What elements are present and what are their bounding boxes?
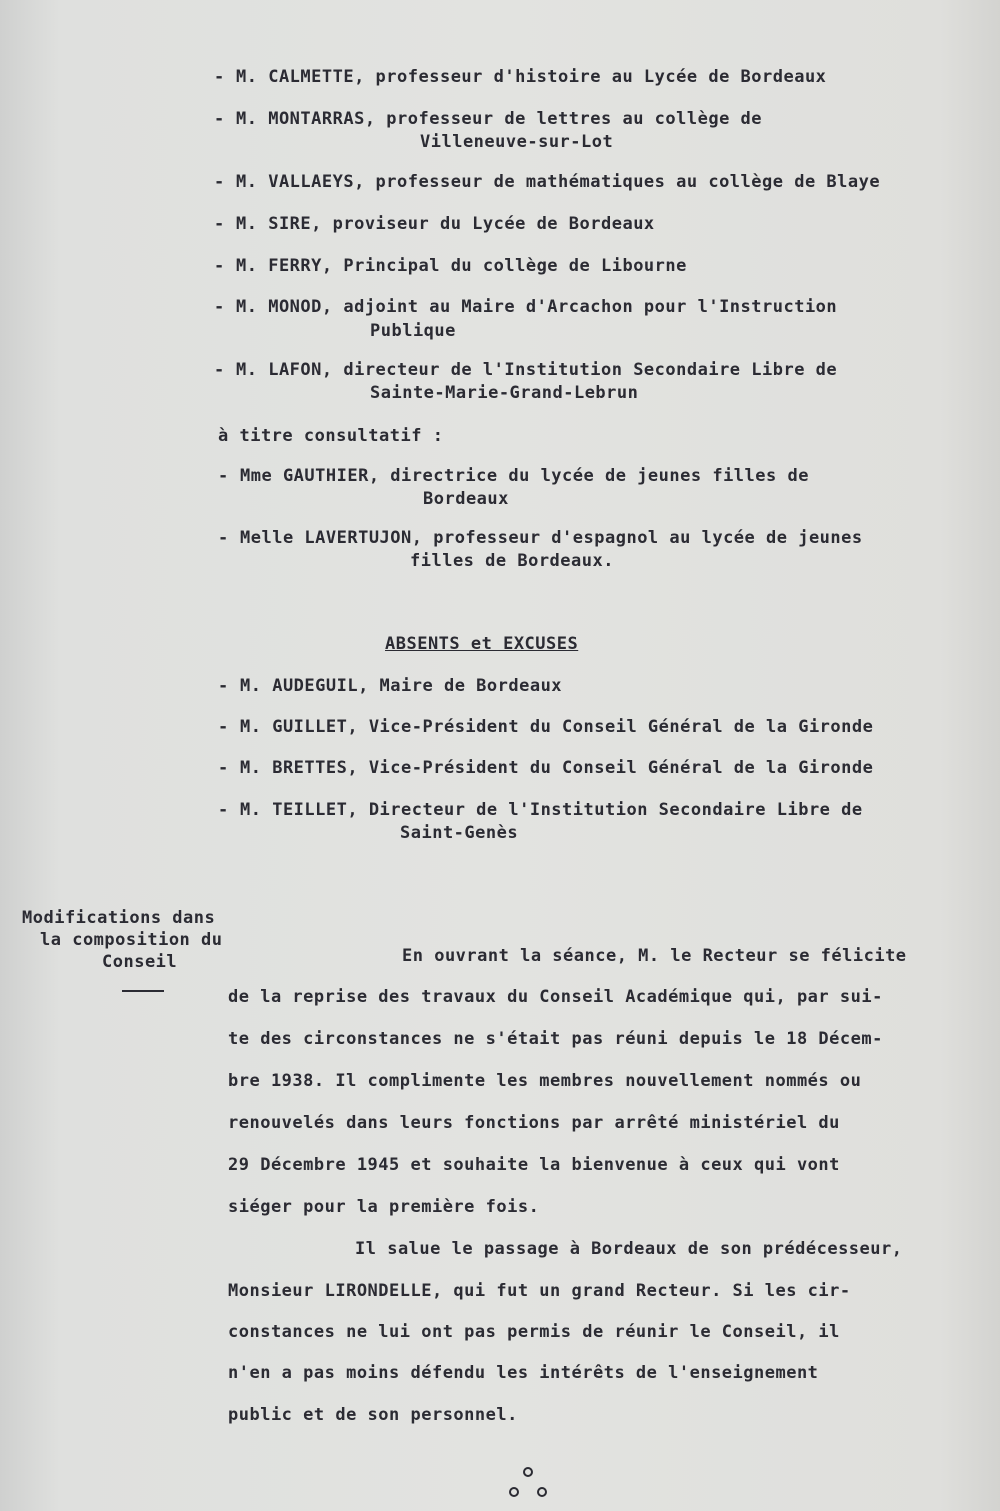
bullet-dash: - xyxy=(214,360,225,380)
bullet-dash: - xyxy=(214,109,225,129)
bullet-dash: - xyxy=(214,172,225,192)
paragraph-line: Monsieur LIRONDELLE, qui fut un grand Recteur. Si les cir- xyxy=(228,1281,851,1301)
absent-text: M. GUILLET, Vice-Président du Conseil Général de la Gironde xyxy=(240,717,874,737)
continuation-dot xyxy=(509,1487,519,1497)
bullet-dash: - xyxy=(214,256,225,276)
member-entry xyxy=(214,213,655,236)
consultatif-text: Mme GAUTHIER, directrice du lycée de jeunes filles de xyxy=(240,466,809,486)
member-text-continued: Sainte-Marie-Grand-Lebrun xyxy=(370,383,639,403)
consultatif-text: Melle LAVERTUJON, professeur d'espagnol au lycée de jeunes xyxy=(240,528,863,548)
absent-entry xyxy=(218,675,562,698)
paragraph-line: En ouvrant la séance, M. le Recteur se félicite xyxy=(402,946,907,966)
absent-text-continued: Saint-Genès xyxy=(400,823,519,843)
consultatif-text-continued: Bordeaux xyxy=(423,489,509,509)
consultatif-entry xyxy=(218,527,863,550)
paragraph-line: te des circonstances ne s'était pas réuni depuis le 18 Décem- xyxy=(228,1029,883,1049)
member-text: M. SIRE, proviseur du Lycée de Bordeaux xyxy=(236,214,655,234)
member-entry xyxy=(214,255,687,278)
consultatif-text-continued: filles de Bordeaux. xyxy=(410,551,614,571)
margin-note-line: Conseil xyxy=(102,952,178,972)
member-text: M. CALMETTE, professeur d'histoire au Lycée de Bordeaux xyxy=(236,67,827,87)
bullet-dash: - xyxy=(218,800,229,820)
bullet-dash: - xyxy=(214,214,225,234)
absent-entry xyxy=(218,799,863,822)
bullet-dash: - xyxy=(214,67,225,87)
margin-note-rule xyxy=(122,990,164,992)
member-text: M. MONTARRAS, professeur de lettres au collège de xyxy=(236,109,763,129)
member-text: M. LAFON, directeur de l'Institution Secondaire Libre de xyxy=(236,360,838,380)
absent-entry xyxy=(218,716,873,739)
absents-heading: ABSENTS et EXCUSES xyxy=(385,634,579,654)
consultatif-entry xyxy=(218,465,809,488)
member-text-continued: Publique xyxy=(370,321,456,341)
member-entry xyxy=(214,296,837,319)
paragraph-line: bre 1938. Il complimente les membres nouvellement nommés ou xyxy=(228,1071,862,1091)
bullet-dash: - xyxy=(218,466,229,486)
continuation-dot xyxy=(537,1487,547,1497)
consultatif-label: à titre consultatif : xyxy=(218,426,444,446)
bullet-dash: - xyxy=(218,676,229,696)
absent-text: M. TEILLET, Directeur de l'Institution Secondaire Libre de xyxy=(240,800,863,820)
member-entry xyxy=(214,359,837,382)
margin-note-line: la composition du xyxy=(40,930,223,950)
member-entry xyxy=(214,171,880,194)
member-text: M. FERRY, Principal du collège de Libourne xyxy=(236,256,687,276)
paragraph-line: public et de son personnel. xyxy=(228,1405,518,1425)
paragraph-line: renouvelés dans leurs fonctions par arrêté ministériel du xyxy=(228,1113,840,1133)
continuation-dot xyxy=(523,1467,533,1477)
absent-text: M. BRETTES, Vice-Président du Conseil Général de la Gironde xyxy=(240,758,874,778)
member-text: M. VALLAEYS, professeur de mathématiques au collège de Blaye xyxy=(236,172,881,192)
paragraph-line: constances ne lui ont pas permis de réunir le Conseil, il xyxy=(228,1322,840,1342)
member-entry xyxy=(214,66,826,89)
paragraph-line: de la reprise des travaux du Conseil Académique qui, par sui- xyxy=(228,987,883,1007)
member-text-continued: Villeneuve-sur-Lot xyxy=(420,132,614,152)
bullet-dash: - xyxy=(218,717,229,737)
paragraph-line: n'en a pas moins défendu les intérêts de l'enseignement xyxy=(228,1363,819,1383)
paragraph-line: 29 Décembre 1945 et souhaite la bienvenue à ceux qui vont xyxy=(228,1155,840,1175)
absent-entry xyxy=(218,757,873,780)
bullet-dash: - xyxy=(218,528,229,548)
margin-note-line: Modifications dans xyxy=(22,908,216,928)
member-entry xyxy=(214,108,762,131)
bullet-dash: - xyxy=(214,297,225,317)
bullet-dash: - xyxy=(218,758,229,778)
paragraph-line: siéger pour la première fois. xyxy=(228,1197,540,1217)
absent-text: M. AUDEGUIL, Maire de Bordeaux xyxy=(240,676,563,696)
member-text: M. MONOD, adjoint au Maire d'Arcachon pour l'Instruction xyxy=(236,297,838,317)
paragraph-line: Il salue le passage à Bordeaux de son prédécesseur, xyxy=(355,1239,903,1259)
